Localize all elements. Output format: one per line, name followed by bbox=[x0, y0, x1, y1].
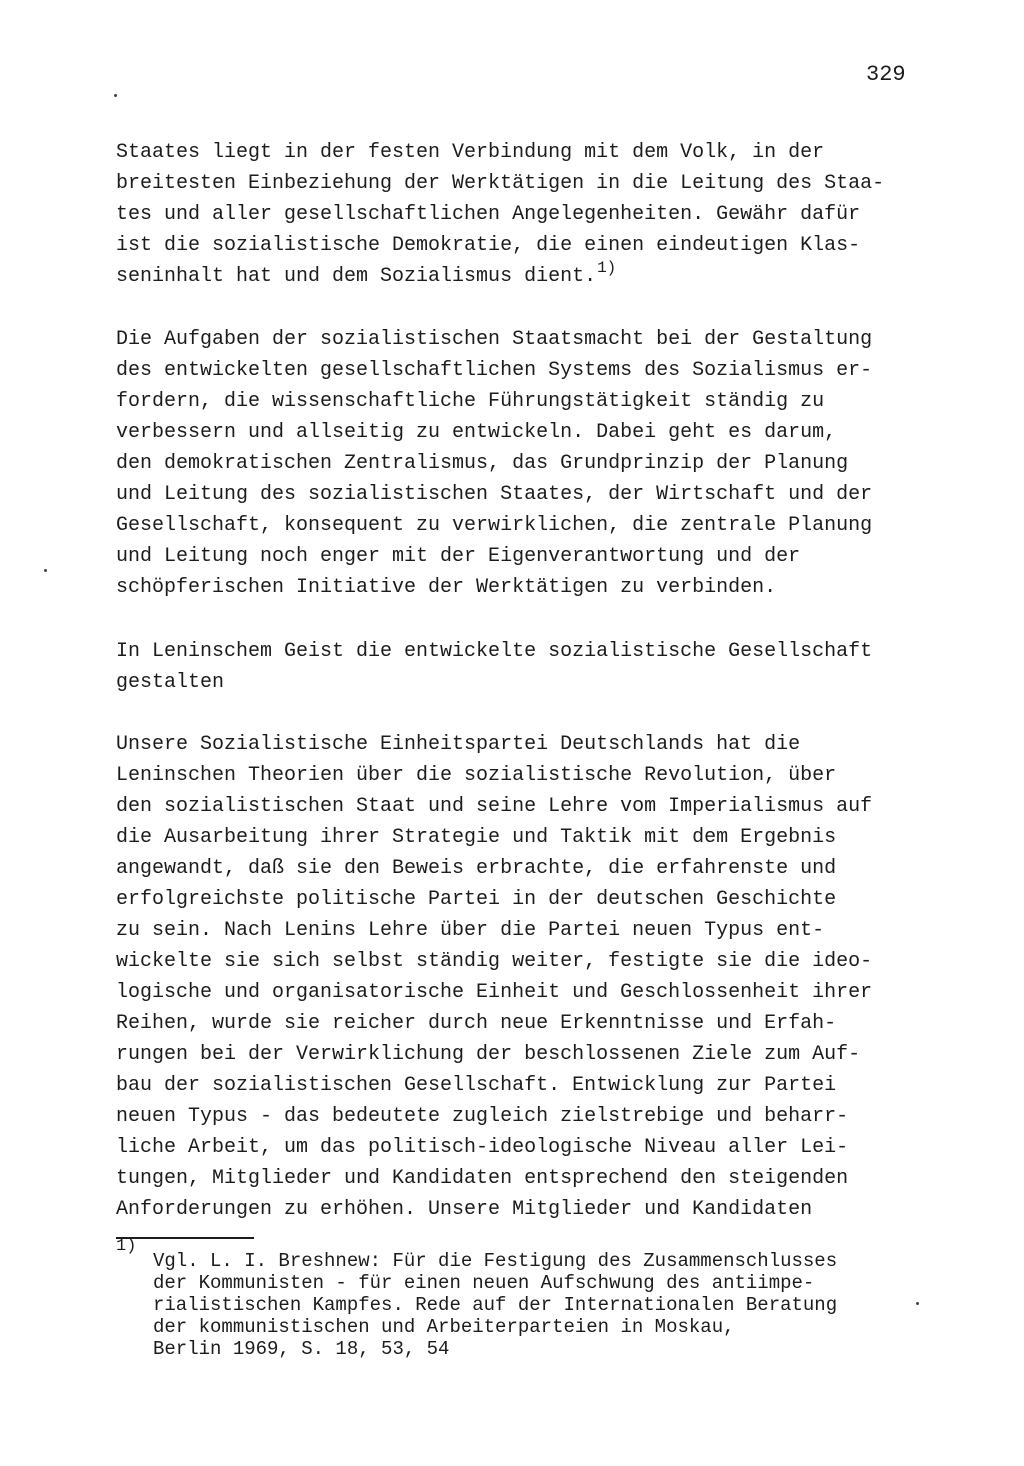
text-line-content: seninhalt hat und dem Sozialismus dient. bbox=[116, 265, 597, 288]
text-line: rungen bei der Verwirklichung der beschlossenen Ziele zum Auf- bbox=[116, 1043, 861, 1066]
section-heading bbox=[116, 636, 916, 698]
text-line: zu sein. Nach Lenins Lehre über die Partei neuen Typus ent- bbox=[116, 919, 825, 942]
scan-speck bbox=[44, 569, 47, 572]
text-line bbox=[116, 261, 916, 293]
footnote-line: Vgl. L. I. Breshnew: Für die Festigung des Zusammenschlusses bbox=[153, 1250, 838, 1272]
text-line: tes und aller gesellschaftlichen Angelegenheiten. Gewähr dafür bbox=[116, 203, 861, 226]
text-line: Anforderungen zu erhöhen. Unsere Mitglieder und Kandidaten bbox=[116, 1198, 813, 1221]
text-line: den demokratischen Zentralismus, das Grundprinzip der Planung bbox=[116, 452, 849, 475]
text-line: verbessern und allseitig zu entwickeln. Dabei geht es darum, bbox=[116, 421, 837, 444]
text-line: den sozialistischen Staat und seine Lehre vom Imperialismus auf bbox=[116, 795, 873, 818]
text-line: und Leitung des sozialistischen Staates, der Wirtschaft und der bbox=[116, 483, 873, 506]
text-line: und Leitung noch enger mit der Eigenverantwortung und der bbox=[116, 545, 801, 568]
text-line: liche Arbeit, um das politisch-ideologische Niveau aller Lei- bbox=[116, 1136, 849, 1159]
footnote-mark: 1) bbox=[116, 1237, 137, 1256]
footnote-line: Berlin 1969, S. 18, 53, 54 bbox=[153, 1338, 450, 1360]
text-line: schöpferischen Initiative der Werktätigen zu verbinden. bbox=[116, 576, 777, 599]
text-line: logische und organisatorische Einheit und Geschlossenheit ihrer bbox=[116, 981, 873, 1004]
heading-line: gestalten bbox=[116, 671, 225, 694]
text-line: bau der sozialistischen Gesellschaft. Entwicklung zur Partei bbox=[116, 1074, 837, 1097]
footnote bbox=[153, 1250, 933, 1360]
text-line: Gesellschaft, konsequent zu verwirklichen, die zentrale Planung bbox=[116, 514, 873, 537]
footnote-reference: 1) bbox=[597, 259, 617, 277]
text-line: angewandt, daß sie den Beweis erbrachte, die erfahrenste und bbox=[116, 857, 837, 880]
text-line: erfolgreichste politische Partei in der deutschen Geschichte bbox=[116, 888, 837, 911]
text-line: die Ausarbeitung ihrer Strategie und Taktik mit dem Ergebnis bbox=[116, 826, 837, 849]
text-line: neuen Typus - das bedeutete zugleich zielstrebige und beharr- bbox=[116, 1105, 849, 1128]
page-number: 329 bbox=[866, 62, 906, 87]
text-line: Unsere Sozialistische Einheitspartei Deutschlands hat die bbox=[116, 733, 801, 756]
paragraph-1 bbox=[116, 137, 916, 293]
text-line: breitesten Einbeziehung der Werktätigen in die Leitung des Staa- bbox=[116, 172, 885, 195]
footnote-line: der kommunistischen und Arbeiterparteien in Moskau, bbox=[153, 1316, 735, 1338]
scan-speck bbox=[114, 94, 117, 97]
text-line: tungen, Mitglieder und Kandidaten entsprechend den steigenden bbox=[116, 1167, 849, 1190]
paragraph-2 bbox=[116, 324, 916, 603]
text-line: Die Aufgaben der sozialistischen Staatsmacht bei der Gestaltung bbox=[116, 328, 873, 351]
heading-line: In Leninschem Geist die entwickelte sozialistische Gesellschaft bbox=[116, 640, 873, 663]
footnote-line: rialistischen Kampfes. Rede auf der Internationalen Beratung bbox=[153, 1294, 838, 1316]
text-line: wickelte sie sich selbst ständig weiter, festigte sie die ideo- bbox=[116, 950, 873, 973]
text-line: Reihen, wurde sie reicher durch neue Erkenntnisse und Erfah- bbox=[116, 1012, 837, 1035]
footnote-rule bbox=[116, 1237, 254, 1239]
text-line: fordern, die wissenschaftliche Führungstätigkeit ständig zu bbox=[116, 390, 825, 413]
footnote-line: der Kommunisten - für einen neuen Aufschwung des antiimpe- bbox=[153, 1272, 815, 1294]
text-line: Staates liegt in der festen Verbindung mit dem Volk, in der bbox=[116, 141, 825, 164]
scan-speck bbox=[916, 1302, 919, 1305]
text-line: des entwickelten gesellschaftlichen Systems des Sozialismus er- bbox=[116, 359, 873, 382]
paragraph-3 bbox=[116, 729, 916, 1225]
text-line: ist die sozialistische Demokratie, die einen eindeutigen Klas- bbox=[116, 234, 861, 257]
text-line: Leninschen Theorien über die sozialistische Revolution, über bbox=[116, 764, 837, 787]
